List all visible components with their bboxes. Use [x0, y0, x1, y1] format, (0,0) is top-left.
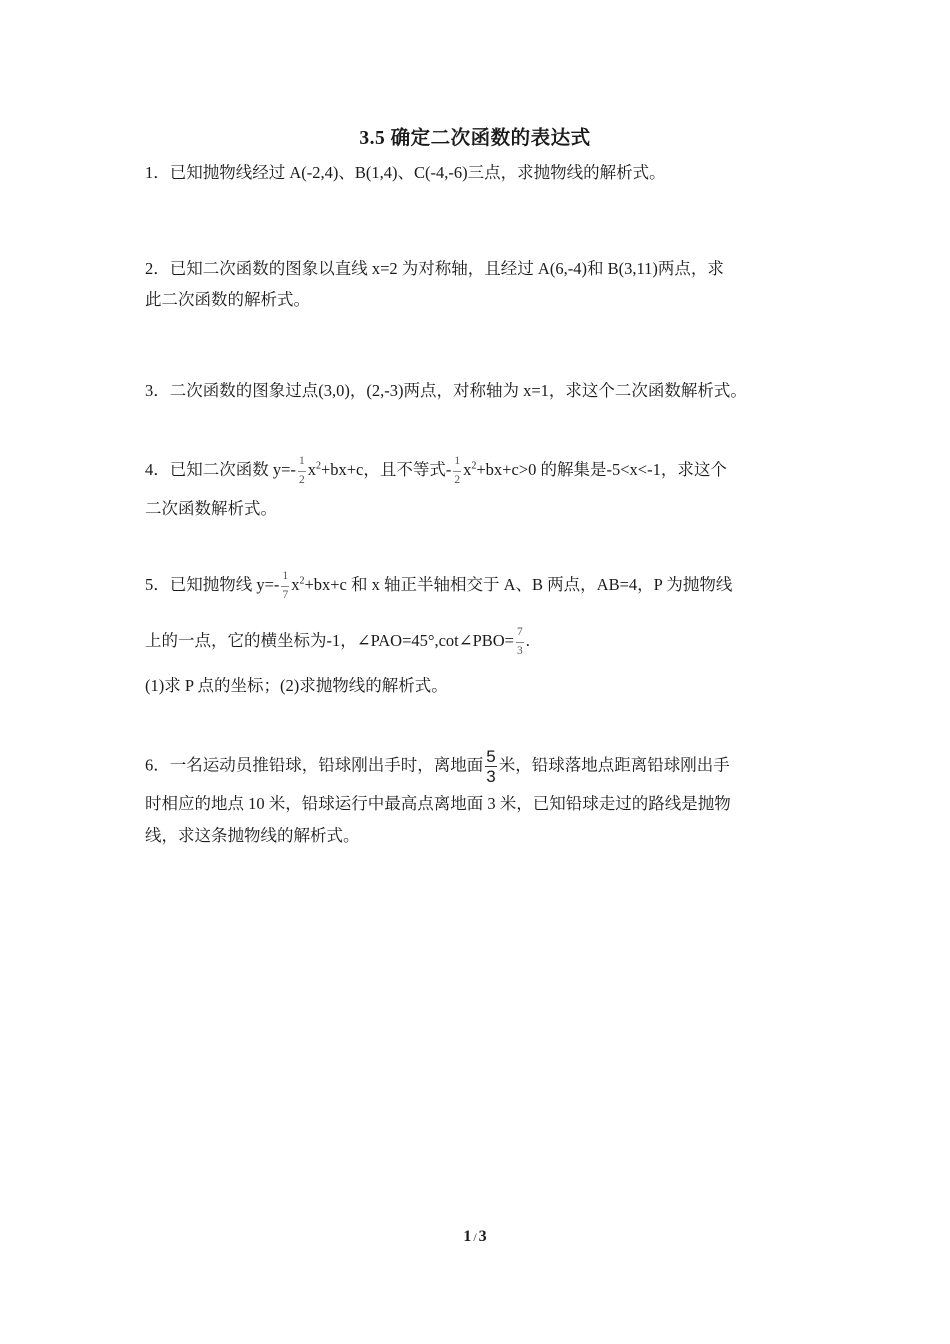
fraction-numerator: 1 — [453, 456, 461, 472]
question-1: 1．已知抛物线经过 A(-2,4)、B(1,4)、C(-4,-6)三点，求抛物线的解析式。 — [145, 163, 666, 182]
fraction-numerator: 5 — [486, 747, 496, 766]
page-separator: / — [473, 1230, 477, 1244]
q5-text-line2b: . — [525, 630, 530, 650]
question-4-line-2: 二次函数解析式。 — [145, 499, 277, 518]
fraction-denominator: 2 — [454, 473, 461, 486]
fraction-numerator: 7 — [516, 627, 524, 643]
q5-text-b: x — [291, 574, 300, 594]
current-page: 1 — [463, 1228, 472, 1245]
q4-text-a: 4．已知二次函数 y=- — [145, 459, 296, 479]
fraction-denominator: 2 — [298, 473, 305, 486]
question-2-line-1: 2．已知二次函数的图象以直线 x=2 为对称轴，且经过 A(6,-4)和 B(3,11)两点，求 — [145, 259, 724, 278]
q5-text-a: 5．已知抛物线 y=- — [145, 574, 280, 594]
page-title: 3.5 确定二次函数的表达式 — [359, 128, 591, 149]
fraction-one-seventh — [281, 571, 289, 601]
fraction-seven-thirds — [516, 627, 524, 657]
q6-text-a: 6．一名运动员推铅球，铅球刚出手时，离地面 — [145, 755, 484, 775]
fraction-one-half — [298, 456, 306, 486]
q4-text-d: x — [463, 459, 472, 479]
q4-text-b: x — [307, 459, 316, 479]
question-6-line-2: 时相应的地点 10 米，铅球运行中最高点离地面 3 米，已知铅球走过的路线是抛物 — [145, 794, 731, 813]
total-pages: 3 — [478, 1228, 487, 1245]
exponent: 2 — [315, 460, 321, 472]
q5-text-c: +bx+c 和 x 轴正半轴相交于 A、B 两点，AB=4，P 为抛物线 — [304, 574, 733, 594]
question-6-line-1 — [145, 748, 810, 785]
page-number — [0, 1228, 950, 1246]
question-2-line-2: 此二次函数的解析式。 — [145, 290, 310, 309]
q4-text-e: +bx+c>0 的解集是-5<x<-1，求这个 — [476, 459, 727, 479]
fraction-one-half — [453, 456, 461, 486]
exponent: 2 — [299, 575, 305, 587]
fraction-denominator: 3 — [486, 767, 496, 786]
q6-text-b: 米，铅球落地点距离铅球刚出手 — [498, 755, 730, 775]
fraction-denominator: 3 — [516, 644, 523, 657]
question-5-line-2 — [145, 627, 810, 657]
question-5-line-3: (1)求 P 点的坐标；(2)求抛物线的解析式。 — [145, 676, 448, 695]
fraction-numerator: 1 — [298, 456, 306, 472]
question-3: 3．二次函数的图象过点(3,0)，(2,-3)两点，对称轴为 x=1，求这个二次函数解析式。 — [145, 381, 747, 400]
q4-text-c: +bx+c，且不等式- — [320, 459, 452, 479]
fraction-numerator: 1 — [281, 571, 289, 587]
question-6-line-3: 线，求这条抛物线的解析式。 — [145, 826, 360, 845]
exponent: 2 — [471, 460, 477, 472]
q5-text-line2a: 上的一点，它的横坐标为-1，∠PAO=45°,cot∠PBO= — [145, 630, 514, 650]
question-4-line-1 — [145, 456, 810, 486]
fraction-denominator: 7 — [282, 588, 289, 601]
fraction-five-thirds — [485, 748, 496, 785]
question-5-line-1 — [145, 571, 810, 601]
